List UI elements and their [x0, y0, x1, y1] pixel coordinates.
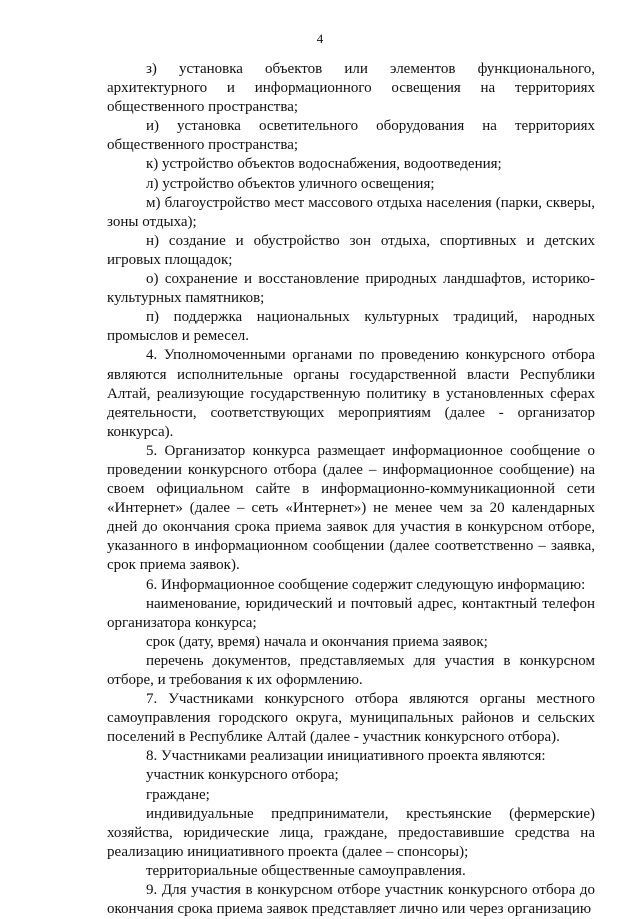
list-item-z: з) установка объектов или элементов функционального, архитектурного и информационного освещения на территориях общественного пространства; — [107, 61, 595, 116]
list-item-p: п) поддержка национальных культурных традиций, народных промыслов и ремесел. — [107, 309, 595, 345]
document-body — [107, 60, 595, 919]
section-7-paragraph: 7. Участниками конкурсного отбора являются органы местного самоуправления городского округа, муниципальных районов и сельских поселений в Республике Алтай (далее - участник конкурсного отбора). — [107, 691, 595, 746]
section-6-item-term: срок (дату, время) начала и окончания приема заявок; — [146, 633, 488, 650]
section-6-item-documents: перечень документов, представляемых для участия в конкурсном отборе, и требования к их оформлению. — [107, 652, 595, 688]
section-5-paragraph: 5. Организатор конкурса размещает информационное сообщение о проведении конкурсного отбора (далее – информационное сообщение) на своем официальном сайте в информационно-коммуникационной сети «Интернет» (далее – сеть «Интернет») не менее чем за 20 календарных дней до окончания срока приема заявок для участия в конкурсном отборе, указанного в информационном сообщении (далее соответственно – заявка, срок приема заявок). — [107, 442, 595, 574]
list-item-k: к) устройство объектов водоснабжения, водоотведения; — [146, 156, 502, 173]
section-8-paragraph: 8. Участниками реализации инициативного проекта являются: — [146, 748, 546, 765]
section-9-paragraph: 9. Для участия в конкурсном отборе участник конкурсного отбора до окончания срока приема заявок представляет лично или через организацию — [107, 882, 595, 918]
list-item-m: м) благоустройство мест массового отдыха населения (парки, скверы, зоны отдыха); — [107, 194, 595, 230]
list-item-o: о) сохранение и восстановление природных ландшафтов, историко-культурных памятников; — [107, 271, 595, 307]
section-6-item-name: наименование, юридический и почтовый адрес, контактный телефон организатора конкурса; — [107, 595, 595, 631]
section-8-item-sponsors: индивидуальные предприниматели, крестьянские (фермерские) хозяйства, юридические лица, граждане, предоставившие средства на реализацию инициативного проекта (далее – спонсоры); — [107, 805, 595, 860]
section-8-item-participant: участник конкурсного отбора; — [146, 767, 339, 784]
page-number: 4 — [316, 31, 324, 46]
list-item-i: и) установка осветительного оборудования на территориях общественного пространства; — [107, 118, 595, 154]
list-item-l: л) устройство объектов уличного освещения; — [146, 175, 435, 192]
section-6-paragraph: 6. Информационное сообщение содержит следующую информацию: — [146, 576, 586, 593]
list-item-n: н) создание и обустройство зон отдыха, спортивных и детских игровых площадок; — [107, 232, 595, 268]
section-8-item-tos: территориальные общественные самоуправления. — [146, 862, 466, 879]
section-8-item-citizens: граждане; — [146, 786, 210, 803]
section-4-paragraph: 4. Уполномоченными органами по проведению конкурсного отбора являются исполнительные органы государственной власти Республики Алтай, реализующие государственную политику в установленных сферах деятельности, соответствующих мероприятиям (далее - организатор конкурса). — [107, 347, 595, 440]
